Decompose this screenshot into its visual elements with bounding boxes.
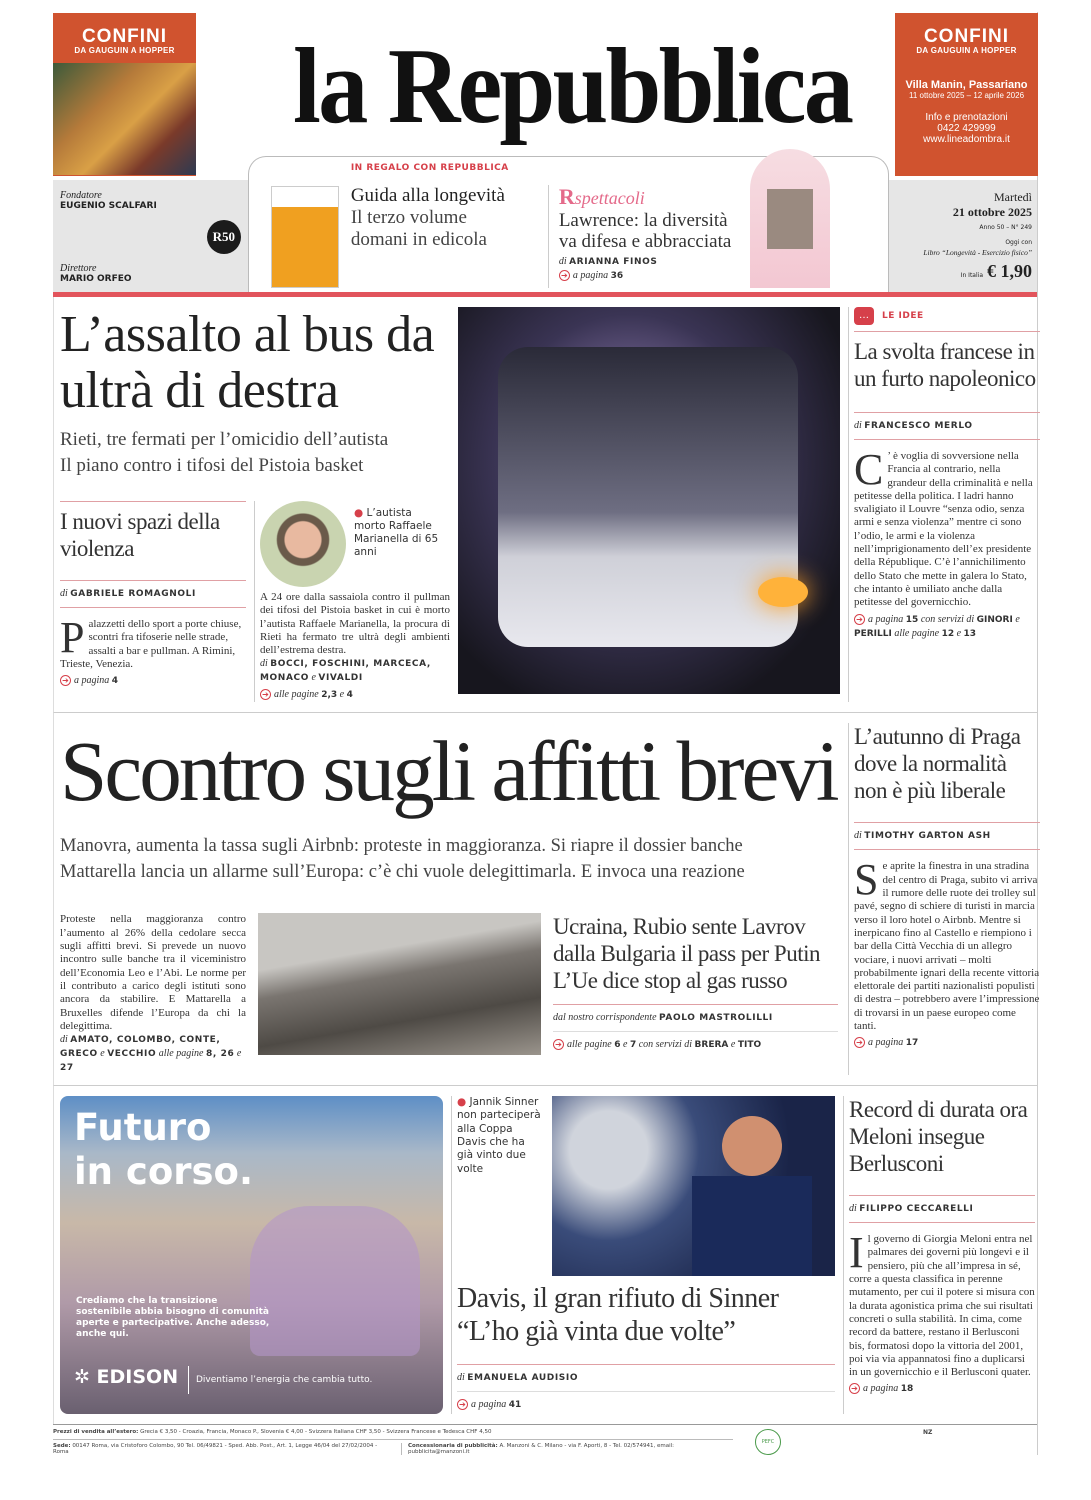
spettacoli	[548, 185, 738, 288]
confini-ad-left[interactable]	[53, 13, 196, 176]
row-lead	[53, 297, 1037, 713]
edison-brand: EDISON	[96, 1366, 179, 1389]
page-number: 41	[508, 1400, 522, 1411]
arrow-icon: ➔	[854, 614, 865, 625]
footer-concessionaria	[401, 1443, 733, 1455]
drop-cap: I	[849, 1228, 864, 1278]
promo-line2: domani in edicola	[350, 229, 487, 250]
edison-ad[interactable]	[60, 1096, 443, 1414]
sinner	[451, 1096, 835, 1414]
divider	[849, 1195, 1035, 1196]
page-number: 4	[111, 676, 119, 687]
idee-kicker: LE IDEE	[882, 311, 924, 321]
meloni-ref[interactable]	[849, 1382, 1035, 1396]
weekday: Martedì	[994, 190, 1032, 204]
idee-header	[854, 307, 1040, 325]
lead-column	[60, 307, 450, 702]
oggi-con: Oggi con	[1005, 239, 1032, 246]
and-label: e	[730, 1039, 736, 1051]
info-strip	[53, 163, 1037, 297]
arrow-icon: ➔	[849, 1383, 860, 1394]
body-text: ’ è voglia di sovversione nella Francia al contrario, nella grandeur della criminalità e nella petitesse della politica. I ladri hanno svaligiato il Louvre “senza odio, senza armi e senza violenza” mentre ci sono l’odio, le armi e la violenza nell’imprigionamento dell’ex presidente della République. C’è l’annichilimento dello Stato che mette in galera lo Stato, che intanto è umiliato anche dalla petitesse del governicchio.	[854, 450, 1033, 609]
director-name: MARIO ORFEO	[60, 274, 132, 284]
gauguin-painting	[53, 63, 196, 175]
by-label: di	[854, 420, 862, 431]
issue: Anno 50 – N° 249	[979, 224, 1032, 231]
meloni-title[interactable]: Record di durata ora Meloni insegue Berlusconi	[849, 1097, 1028, 1177]
front-page	[53, 12, 1038, 1455]
spettacoli-byline	[559, 255, 738, 269]
staff-box	[53, 180, 248, 292]
page-number: 13	[963, 628, 977, 639]
decoration	[692, 1176, 812, 1276]
masthead-title[interactable]: la Repubblica	[292, 27, 852, 146]
decoration	[498, 347, 798, 647]
arrow-icon: ➔	[457, 1399, 468, 1410]
ad-info: Info e prenotazioni	[925, 112, 1008, 123]
lead-sub1: Rieti, tre fermati per l’omicidio dell’autista	[60, 429, 389, 450]
author: GINORI	[976, 614, 1013, 625]
affitti-sub1: Manovra, aumenta la tassa sugli Airbnb: proteste in maggioranza. Si riapre il dossier banche	[60, 836, 743, 857]
affitti-sub2: Mattarella lancia un allarme sull’Europa: c’è chi vuole delegittimarla. E invoca una reazione	[60, 862, 745, 883]
and-label: e	[311, 672, 316, 684]
sinner-photo	[552, 1096, 835, 1276]
decoration	[758, 577, 808, 607]
arrow-icon: ➔	[60, 675, 71, 686]
director	[60, 263, 157, 284]
price: € 1,90	[987, 261, 1032, 281]
prices-text: Grecia € 3,50 - Croazia, Francia, Monaco P., Slovenia € 4,00 - Svizzera Italiana CHF 3,50 - Svizzera Francese e Tedesca CHF 4,50	[140, 1429, 492, 1436]
idee	[848, 307, 1040, 702]
bullet-icon: ●	[457, 1096, 467, 1109]
autista-photo	[260, 501, 346, 587]
affitti-subrow	[60, 913, 840, 1075]
drop-cap: P	[60, 613, 85, 662]
brand-word: spettacoli	[574, 188, 645, 208]
meloni	[843, 1096, 1035, 1414]
and-label: e	[956, 627, 962, 639]
autista-ref[interactable]	[260, 688, 450, 702]
ref-label: a pagina	[863, 1383, 899, 1395]
pages: 2,3	[321, 690, 338, 701]
page-number: 36	[610, 271, 624, 281]
prices-label: Prezzi di vendita all’estero:	[53, 1429, 139, 1436]
caption-text: L’autista morto Raffaele Marianella di 65 anni	[354, 507, 439, 558]
page-last: 27	[60, 1063, 74, 1074]
praga	[848, 723, 1040, 1075]
page-number: 15	[905, 614, 919, 625]
by-label: dal nostro corrispondente	[553, 1012, 657, 1024]
ad-venue: Villa Manin, Passariano	[905, 79, 1028, 91]
row-bottom	[53, 1086, 1037, 1424]
ad-url[interactable]: www.lineadombra.it	[923, 134, 1010, 145]
divider	[60, 580, 246, 581]
violenza	[60, 501, 246, 702]
affitti-column	[60, 723, 840, 1075]
drop-cap: C	[854, 445, 884, 494]
ucraina-byline	[553, 1011, 838, 1025]
spettacoli-title[interactable]: Lawrence: la diversità va difesa e abbracciata	[558, 210, 732, 252]
affitti-headline[interactable]: Scontro sugli affitti brevi	[60, 723, 837, 820]
divider	[854, 331, 1040, 332]
author: FRANCESCO MERLO	[864, 421, 973, 431]
divider	[553, 1004, 838, 1005]
founder-label: Fondatore	[60, 190, 102, 201]
footer-left	[53, 1429, 733, 1455]
authors: AMATO, COLOMBO, CONTE, GRECO	[60, 1035, 221, 1060]
author: BRERA	[694, 1040, 729, 1051]
lead-sub2: Il piano contro i tifosi del Pistoia basket	[60, 455, 364, 476]
praga-title[interactable]: L’autunno di Praga dove la normalità non è più liberale	[854, 724, 1021, 804]
arrow-icon: ➔	[854, 1037, 865, 1048]
pefc-logo: PEFC	[755, 1429, 781, 1455]
idee-ref[interactable]	[854, 613, 1040, 641]
meloni-byline	[849, 1202, 1035, 1216]
affitti-text	[60, 913, 246, 1075]
ucraina	[553, 913, 838, 1075]
by-label: di	[849, 1203, 857, 1215]
sede-label: Sede:	[53, 1443, 71, 1450]
ref-label: alle pagine	[894, 627, 940, 639]
body-text: l governo di Giorgia Meloni entra nel palmares dei governi più longevi e il pensiero, più che all’impresa in sé, corre a questa classifica in perenne mutamento, per cui il potere si misura con la durata agonistica prima che sui risultati concreti o sulla stabilità. In cima, come record da battere, restano il Berlusconi bis, formatosi dopo la vittoria del 2001, poi via via appannatosi fino a duplicarsi in un governicchio e il Berlusconi quater.	[849, 1233, 1035, 1379]
lead-subrow	[60, 501, 450, 702]
founder-name: EUGENIO SCALFARI	[60, 201, 157, 211]
date-box	[889, 180, 1037, 292]
decoration	[722, 1116, 782, 1176]
footer	[53, 1424, 1037, 1455]
sinner-title2[interactable]: “L’ho già vinta due volte”	[457, 1316, 736, 1348]
idee-title[interactable]: La svolta francese in un furto napoleonico	[854, 339, 1036, 391]
praga-body	[854, 855, 1040, 1033]
bus-photo	[458, 307, 840, 694]
promo-line1: Il terzo volume	[350, 207, 467, 228]
author: TIMOTHY GARTON ASH	[864, 831, 991, 842]
and-label: e	[1015, 613, 1020, 625]
autista	[254, 501, 450, 702]
ad-brand: CONFINI	[923, 26, 1010, 47]
ref-label: a pagina	[74, 675, 110, 687]
page-number: 18	[900, 1384, 914, 1395]
affitti-headline-box	[60, 723, 836, 823]
divider	[854, 439, 1040, 440]
body-text: alazzetti dello sport a porte chiuse, scontri fra tifoserie nelle strade, assalti a bar e pullman. A Rimini, Trieste, Venezia.	[60, 618, 242, 670]
ucraina-ref[interactable]	[553, 1038, 838, 1052]
sinner-caption	[457, 1096, 544, 1276]
decoration	[767, 189, 813, 249]
ad-brand: CONFINI	[81, 26, 168, 47]
praga-ref[interactable]	[854, 1036, 1040, 1050]
by-label: di	[854, 830, 862, 842]
violenza-body	[60, 613, 246, 671]
divider	[457, 1391, 835, 1392]
divider	[854, 822, 1040, 823]
ad-dates: 11 ottobre 2025 – 12 aprile 2026	[908, 91, 1025, 100]
ref-label: a pagina	[471, 1399, 507, 1411]
footer-info	[53, 1443, 733, 1455]
and-label: e	[622, 1039, 628, 1051]
by-label: di	[60, 1034, 68, 1046]
author-last: VECCHIO	[107, 1049, 157, 1060]
affitti-body: Proteste nella maggioranza contro l’aumento al 26% della cedolare secca sugli affitti brevi. Si prevede un nuovo incontro sulle banche tra il viceministro dell’Economia Leo e l’Abi. Le norme per il contributo a carico degli istituti sono ancora da stabilire. E Mattarella a Bruxelles difende l’Europa da chi la delegittima.	[60, 913, 246, 1032]
sinner-title1[interactable]: Davis, il gran rifiuto di Sinner	[457, 1283, 779, 1315]
footer-nz: NZ	[923, 1429, 933, 1437]
idee-byline	[854, 419, 1040, 433]
servizi-label: con servizi di	[920, 613, 975, 625]
footer-prices	[53, 1429, 733, 1440]
by-label: di	[60, 588, 68, 599]
affitti-byline	[60, 1033, 246, 1075]
ref-label: alle pagine	[274, 689, 319, 701]
and-label: e	[100, 1048, 105, 1060]
author: PERILLI	[854, 628, 892, 639]
ad-sub: DA GAUGUIN A HOPPER	[74, 46, 175, 55]
idee-body	[854, 445, 1040, 610]
author: EMANUELA AUDISIO	[467, 1373, 579, 1384]
divider	[854, 412, 1040, 413]
violenza-title[interactable]: I nuovi spazi della violenza	[60, 509, 220, 561]
author: GABRIELE ROMAGNOLI	[70, 589, 196, 599]
bullet-icon: ●	[354, 507, 364, 519]
lead-headline[interactable]: L’assalto al bus da ultrà di destra	[60, 306, 435, 419]
founder	[60, 190, 157, 211]
by-label: di	[260, 658, 268, 670]
page-last: 4	[346, 690, 353, 701]
footer-sede	[53, 1443, 393, 1455]
director-label: Direttore	[60, 263, 97, 274]
extra: Libro “Longevità - Esercizio fisico”	[923, 248, 1032, 257]
footer-row	[53, 1429, 1037, 1455]
promo-kicker: IN REGALO CON REPUBBLICA	[350, 163, 509, 173]
idee-icon: …	[854, 307, 874, 325]
divider	[849, 1222, 1035, 1223]
violenza-byline	[60, 587, 246, 601]
author: ARIANNA FINOS	[569, 257, 658, 267]
ad-divider	[188, 1366, 189, 1394]
brand-r: R	[558, 184, 575, 209]
page-number: 6	[614, 1040, 621, 1051]
author-last: VIVALDI	[318, 673, 363, 684]
praga-byline	[854, 829, 1040, 843]
confini-ad-right[interactable]	[895, 13, 1038, 176]
spettacoli-brand	[559, 185, 738, 210]
ref-label: a pagina	[868, 613, 904, 625]
body-text: e aprite la finestra in una stradina del centro di Praga, subito vi arriva il rumore delle ruote dei trolley sul pavé, segno di schiere di turisti in marcia verso il loro hotel o Airbnb. Mentre si inerpicano fino al Castello e riempiono i bar della Città Vecchia di un allegro vociare, i nuovi arrivati – molti probabilmente ignari della recente vittoria elettorale dei partiti nazionalisti populisti di destra – potrebbero avere l’impressione di trovarsi in un paese europeo come tanti.	[854, 860, 1040, 1033]
autista-caption	[354, 507, 446, 587]
divider	[553, 1031, 838, 1032]
sinner-ref[interactable]	[457, 1398, 835, 1412]
author: TITO	[737, 1040, 762, 1051]
sede-text: 00147 Roma, via Cristoforo Colombo, 90 Tel. 06/49821 - Sped. Abb. Post., Art. 1, Legge 46/04 del 27/02/2004 - Roma	[53, 1443, 378, 1456]
author: PAOLO MASTROLILLI	[659, 1013, 773, 1024]
page-number: 12	[941, 628, 955, 639]
divider	[457, 1364, 835, 1365]
book-cover	[271, 186, 339, 288]
sinner-byline	[457, 1371, 835, 1385]
r50-badge: R50	[207, 220, 241, 254]
autista-top	[260, 501, 450, 587]
arrow-icon: ➔	[553, 1039, 564, 1050]
and-label: e	[339, 689, 345, 701]
ref-label: a pagina	[572, 270, 609, 281]
ad-body: Crediamo che la transizione sostenibile abbia bisogno di comunità aperte e partecipative. Anche adesso, anche qui.	[76, 1296, 270, 1340]
ad-sub: DA GAUGUIN A HOPPER	[916, 46, 1017, 55]
ukraine-ruins-photo	[258, 913, 541, 1055]
ad-headline2: in corso.	[74, 1150, 254, 1194]
by-label: di	[457, 1372, 465, 1384]
header	[53, 12, 1037, 180]
staff-text	[60, 190, 157, 284]
price-label: In Italia	[960, 272, 983, 279]
conc-text: A. Manzoni & C. Milano - via F. Aporti, 8 - Tel. 02/574941, email: pubblicita@manzoni.it	[408, 1443, 675, 1456]
caption-text: Jannik Sinner non parteciperà alla Coppa Davis che ha già vinto due volte	[457, 1096, 541, 1175]
ucraina-title[interactable]: Ucraina, Rubio sente Lavrov dalla Bulgaria il pass per Putin L’Ue dice stop al gas russo	[553, 914, 820, 994]
sinner-top	[457, 1096, 835, 1276]
ad-tagline: Diventiamo l’energia che cambia tutto.	[196, 1375, 373, 1386]
autista-byline	[260, 657, 450, 685]
violenza-ref[interactable]	[60, 674, 246, 688]
arrow-icon: ➔	[559, 270, 570, 281]
promo-text	[351, 163, 536, 288]
divider	[60, 607, 246, 608]
author: FILIPPO CECCARELLI	[859, 1204, 974, 1215]
autista-body: A 24 ore dalla sassaiola contro il pullman dei tifosi del Pistoia basket in cui è morto l’autista Raffaele Marianella, la procura di Rieti ha fermato tre ultrà degli ambienti dell’estrema destra.	[260, 591, 450, 657]
page-number: 7	[629, 1040, 637, 1051]
servizi-label: con servizi di	[638, 1039, 693, 1051]
row-affitti	[53, 713, 1040, 1086]
ref-label: a pagina	[868, 1037, 904, 1049]
edison-logo: ✲ EDISON	[74, 1366, 179, 1389]
divider	[60, 501, 246, 502]
conc-label: Concessionaria di pubblicità:	[408, 1443, 498, 1450]
decoration	[894, 261, 1032, 282]
ref-label: alle pagine	[567, 1039, 612, 1051]
authors: BOCCI, FOSCHINI, MARCECA, MONACO	[260, 659, 431, 684]
arrow-icon: ➔	[260, 689, 271, 700]
masthead	[253, 12, 891, 162]
ad-headline1: Futuro	[74, 1106, 212, 1150]
date: 21 ottobre 2025	[952, 205, 1032, 219]
by-label: di	[558, 256, 567, 267]
page-number: 17	[905, 1038, 919, 1049]
and-label: e	[236, 1048, 242, 1060]
pages: 8, 26	[205, 1049, 235, 1060]
divider	[854, 849, 1040, 850]
drop-cap: S	[854, 855, 879, 905]
ad-phone: 0422 429999	[937, 123, 996, 134]
spettacoli-ref[interactable]	[559, 269, 738, 283]
meloni-body	[849, 1228, 1035, 1379]
promo-title[interactable]: Guida alla longevità	[350, 185, 505, 206]
ref-label[interactable]: alle pagine	[158, 1048, 204, 1060]
